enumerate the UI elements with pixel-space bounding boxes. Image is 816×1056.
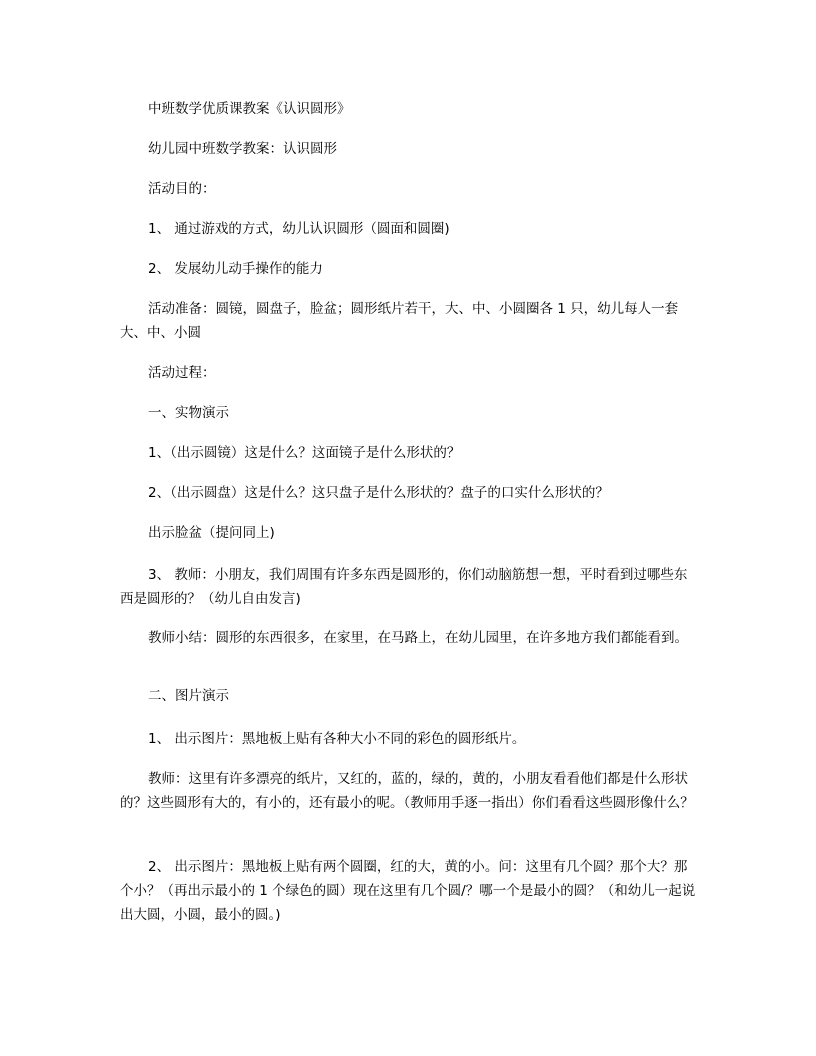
paragraph-step-1: 1、（出示圆镜）这是什么？这面镜子是什么形状的？ [148, 445, 461, 461]
paragraph-picture-1: 1、 出示图片：黑地板上贴有各种大小不同的彩色的圆形纸片。 [148, 731, 526, 747]
document-subtitle: 幼儿园中班数学教案：认识圆形 [148, 141, 337, 157]
paragraph-objectives-heading: 活动目的： [148, 181, 216, 197]
paragraph-objective-1: 1、 通过游戏的方式，幼儿认识圆形（圆面和圆圈) [148, 221, 450, 237]
section-heading-1: 一、实物演示 [148, 405, 229, 421]
paragraph-washbasin: 出示脸盆（提问同上) [148, 525, 275, 541]
paragraph-picture-2: 2、 出示图片：黑地板上贴有两个圆圈，红的大，黄的小。问：这里有几个圆？那个大？那个小？（再出示最小的 1 个绿色的圆）现在这里有几个圆/？哪一个是最小的圆？（和幼儿一起说出大圆，小圆，最小的圆。) [120, 859, 696, 923]
paragraph-step-2: 2、（出示圆盘）这是什么？这只盘子是什么形状的？盘子的口实什么形状的？ [148, 485, 609, 501]
paragraph-teacher-question: 教师：这里有许多漂亮的纸片，又红的，蓝的，绿的，黄的，小朋友看看他们都是什么形状的？这些圆形有大的，有小的，还有最小的呢。（教师用手逐一指出）你们看看这些圆形像什么？ [120, 771, 694, 811]
paragraph-teacher-summary: 教师小结：圆形的东西很多，在家里，在马路上，在幼儿园里，在许多地方我们都能看到。 [148, 630, 688, 646]
paragraph-process-heading: 活动过程： [148, 365, 216, 381]
document-title: 中班数学优质课教案《认识圆形》 [148, 101, 351, 117]
section-heading-2: 二、图片演示 [148, 688, 229, 704]
paragraph-objective-2: 2、 发展幼儿动手操作的能力 [148, 261, 323, 277]
paragraph-preparation: 活动准备：圆镜，圆盘子，脸盆；圆形纸片若干，大、中、小圆圈各 1 只，幼儿每人一套大、中、小圆 [120, 301, 679, 341]
paragraph-step-3: 3、 教师：小朋友，我们周围有许多东西是圆形的，你们动脑筋想一想，平时看到过哪些东西是圆形的？（幼儿自由发言) [120, 567, 688, 607]
